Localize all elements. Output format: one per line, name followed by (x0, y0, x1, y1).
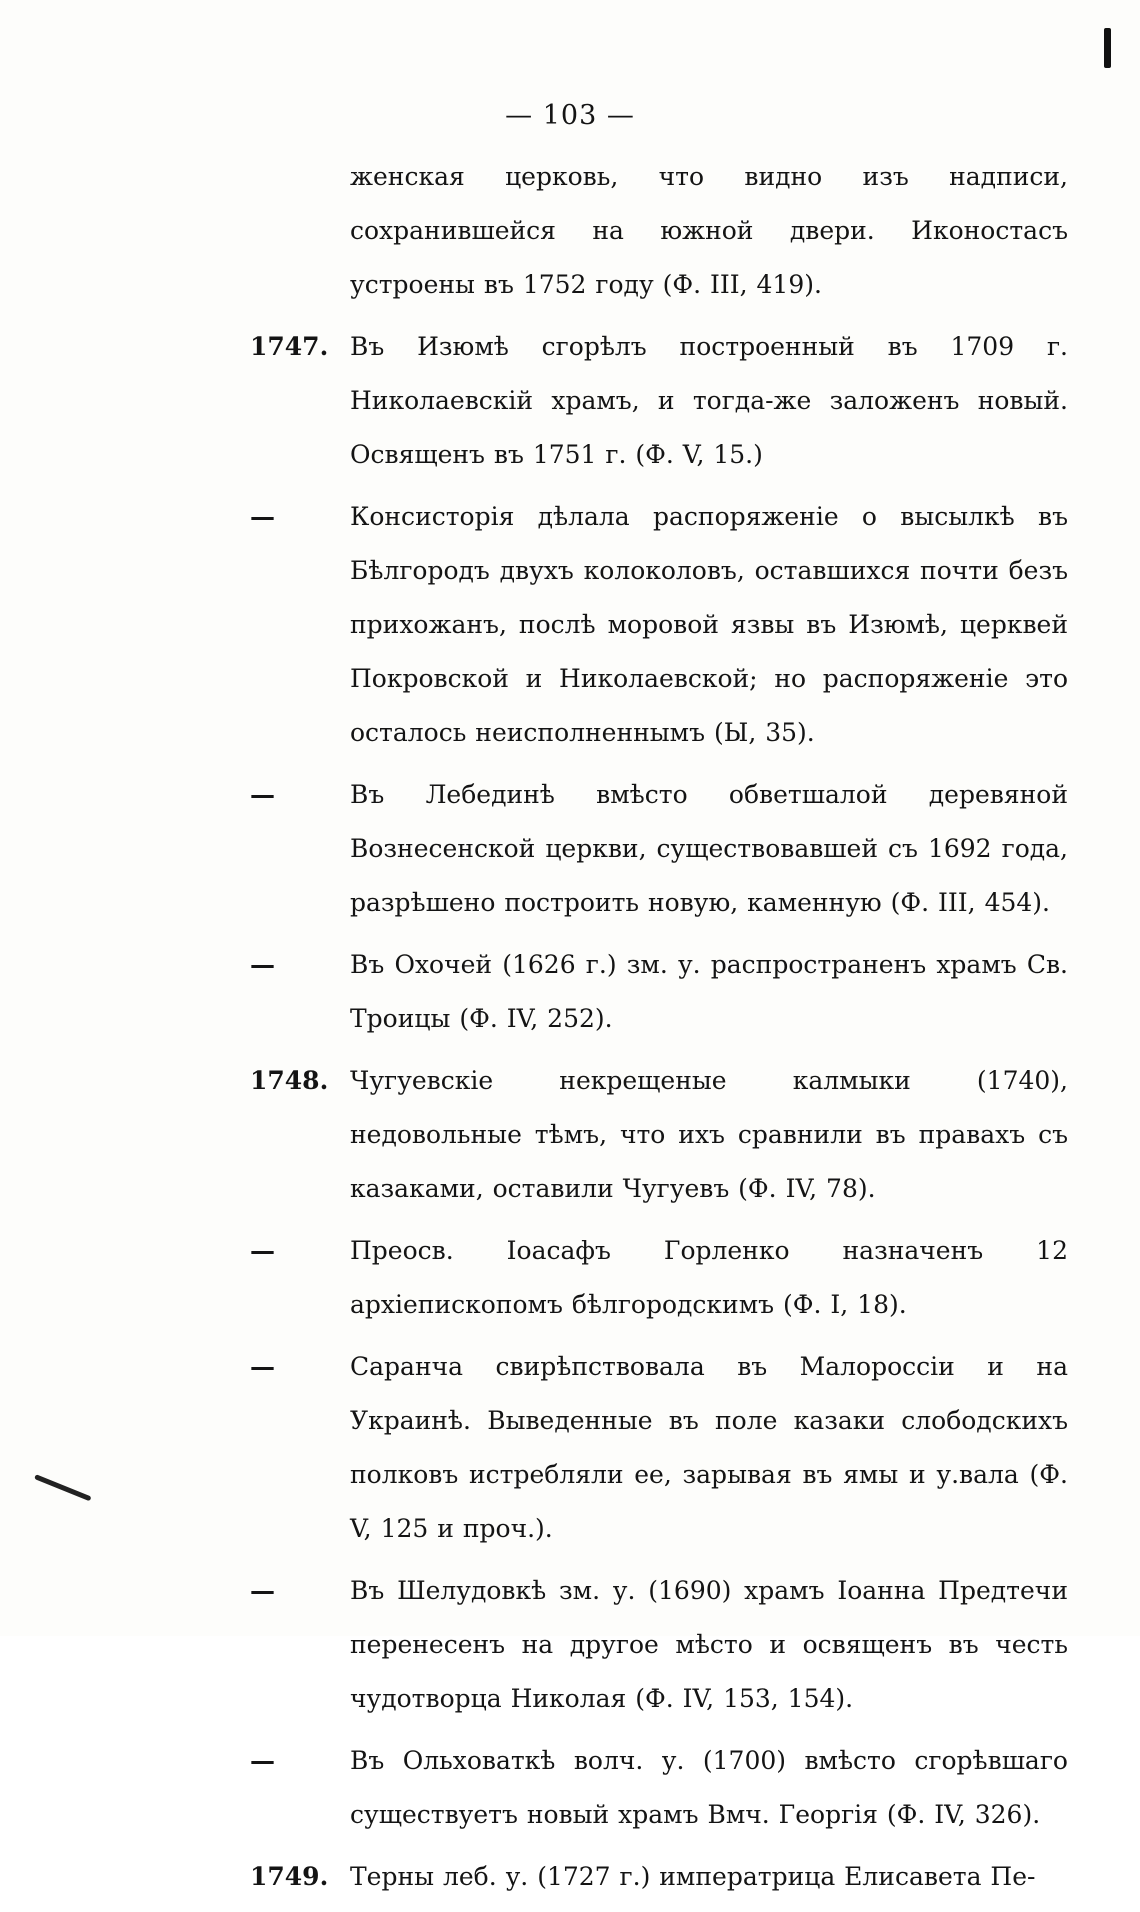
entry-text: Въ Ольховаткѣ волч. у. (1700) вмѣсто сгорѣвшаго существуетъ новый храмъ Вмч. Георгія (Ф. IV, 326). (350, 1746, 1068, 1829)
entry-date: 1747. (250, 332, 329, 361)
entry-date: — (250, 1352, 275, 1381)
entry-text: женская церковь, что видно изъ надписи, сохранившейся на южной двери. Иконостасъ устроены въ 1752 году (Ф. III, 419). (350, 162, 1068, 299)
chronicle-entry (0, 1054, 1140, 1216)
entry-text: Терны леб. у. (1727 г.) императрица Елисавета Пе- (350, 1862, 1036, 1891)
entry-text: Чугуевскіе некрещеные калмыки (1740), недовольные тѣмъ, что ихъ сравнили въ правахъ съ казаками, оставили Чугуевъ (Ф. IV, 78). (350, 1066, 1068, 1203)
chronicle-entry (0, 1734, 1140, 1842)
chronicle-entry (0, 768, 1140, 930)
entry-date: — (250, 502, 275, 531)
entry-text: Въ Охочей (1626 г.) зм. у. распространенъ храмъ Св. Троицы (Ф. IV, 252). (350, 950, 1068, 1033)
entry-text: Въ Шелудовкѣ зм. у. (1690) храмъ Іоанна Предтечи перенесенъ на другое мѣсто и освященъ въ честь чудотворца Николая (Ф. IV, 153, 154). (350, 1576, 1068, 1713)
chronicle-entries (0, 150, 1140, 1912)
chronicle-entry (0, 490, 1140, 760)
entry-text: Въ Изюмѣ сгорѣлъ построенный въ 1709 г. Николаевскій храмъ, и тогда-же заложенъ новый. Освященъ въ 1751 г. (Ф. V, 15.) (350, 332, 1068, 469)
entry-text: Въ Лебединѣ вмѣсто обветшалой деревяной Вознесенской церкви, существовавшей съ 1692 года, разрѣшено построить новую, каменную (Ф. III, 454). (350, 780, 1068, 917)
chronicle-entry (0, 1340, 1140, 1556)
entry-date: — (250, 1746, 275, 1775)
entry-date: 1748. (250, 1066, 329, 1095)
entry-text: Преосв. Іоасафъ Горленко назначенъ 12 архіепископомъ бѣлгородскимъ (Ф. I, 18). (350, 1236, 1068, 1319)
chronicle-entry (0, 1850, 1140, 1904)
entry-date: — (250, 1236, 275, 1265)
chronicle-entry (0, 320, 1140, 482)
entry-date: — (250, 780, 275, 809)
chronicle-entry (0, 1224, 1140, 1332)
page-number: — 103 — (505, 100, 635, 131)
chronicle-entry (0, 1564, 1140, 1726)
chronicle-entry (0, 938, 1140, 1046)
entry-date: 1749. (250, 1862, 329, 1891)
entry-date: — (250, 950, 275, 979)
page-edge-mark (1104, 28, 1111, 68)
entry-date: — (250, 1576, 275, 1605)
chronicle-entry (0, 150, 1140, 312)
entry-text: Саранча свирѣпствовала въ Малороссіи и на Украинѣ. Выведенные въ поле казаки слободскихъ полковъ истребляли ее, зарывая въ ямы и у.вала (Ф. V, 125 и проч.). (350, 1352, 1068, 1543)
entry-text: Консисторія дѣлала распоряженіе о высылкѣ въ Бѣлгородъ двухъ колоколовъ, оставшихся почти безъ прихожанъ, послѣ моровой язвы въ Изюмѣ, церквей Покровской и Николаевской; но распоряженіе это осталось неисполненнымъ (Ы, 35). (350, 502, 1068, 747)
